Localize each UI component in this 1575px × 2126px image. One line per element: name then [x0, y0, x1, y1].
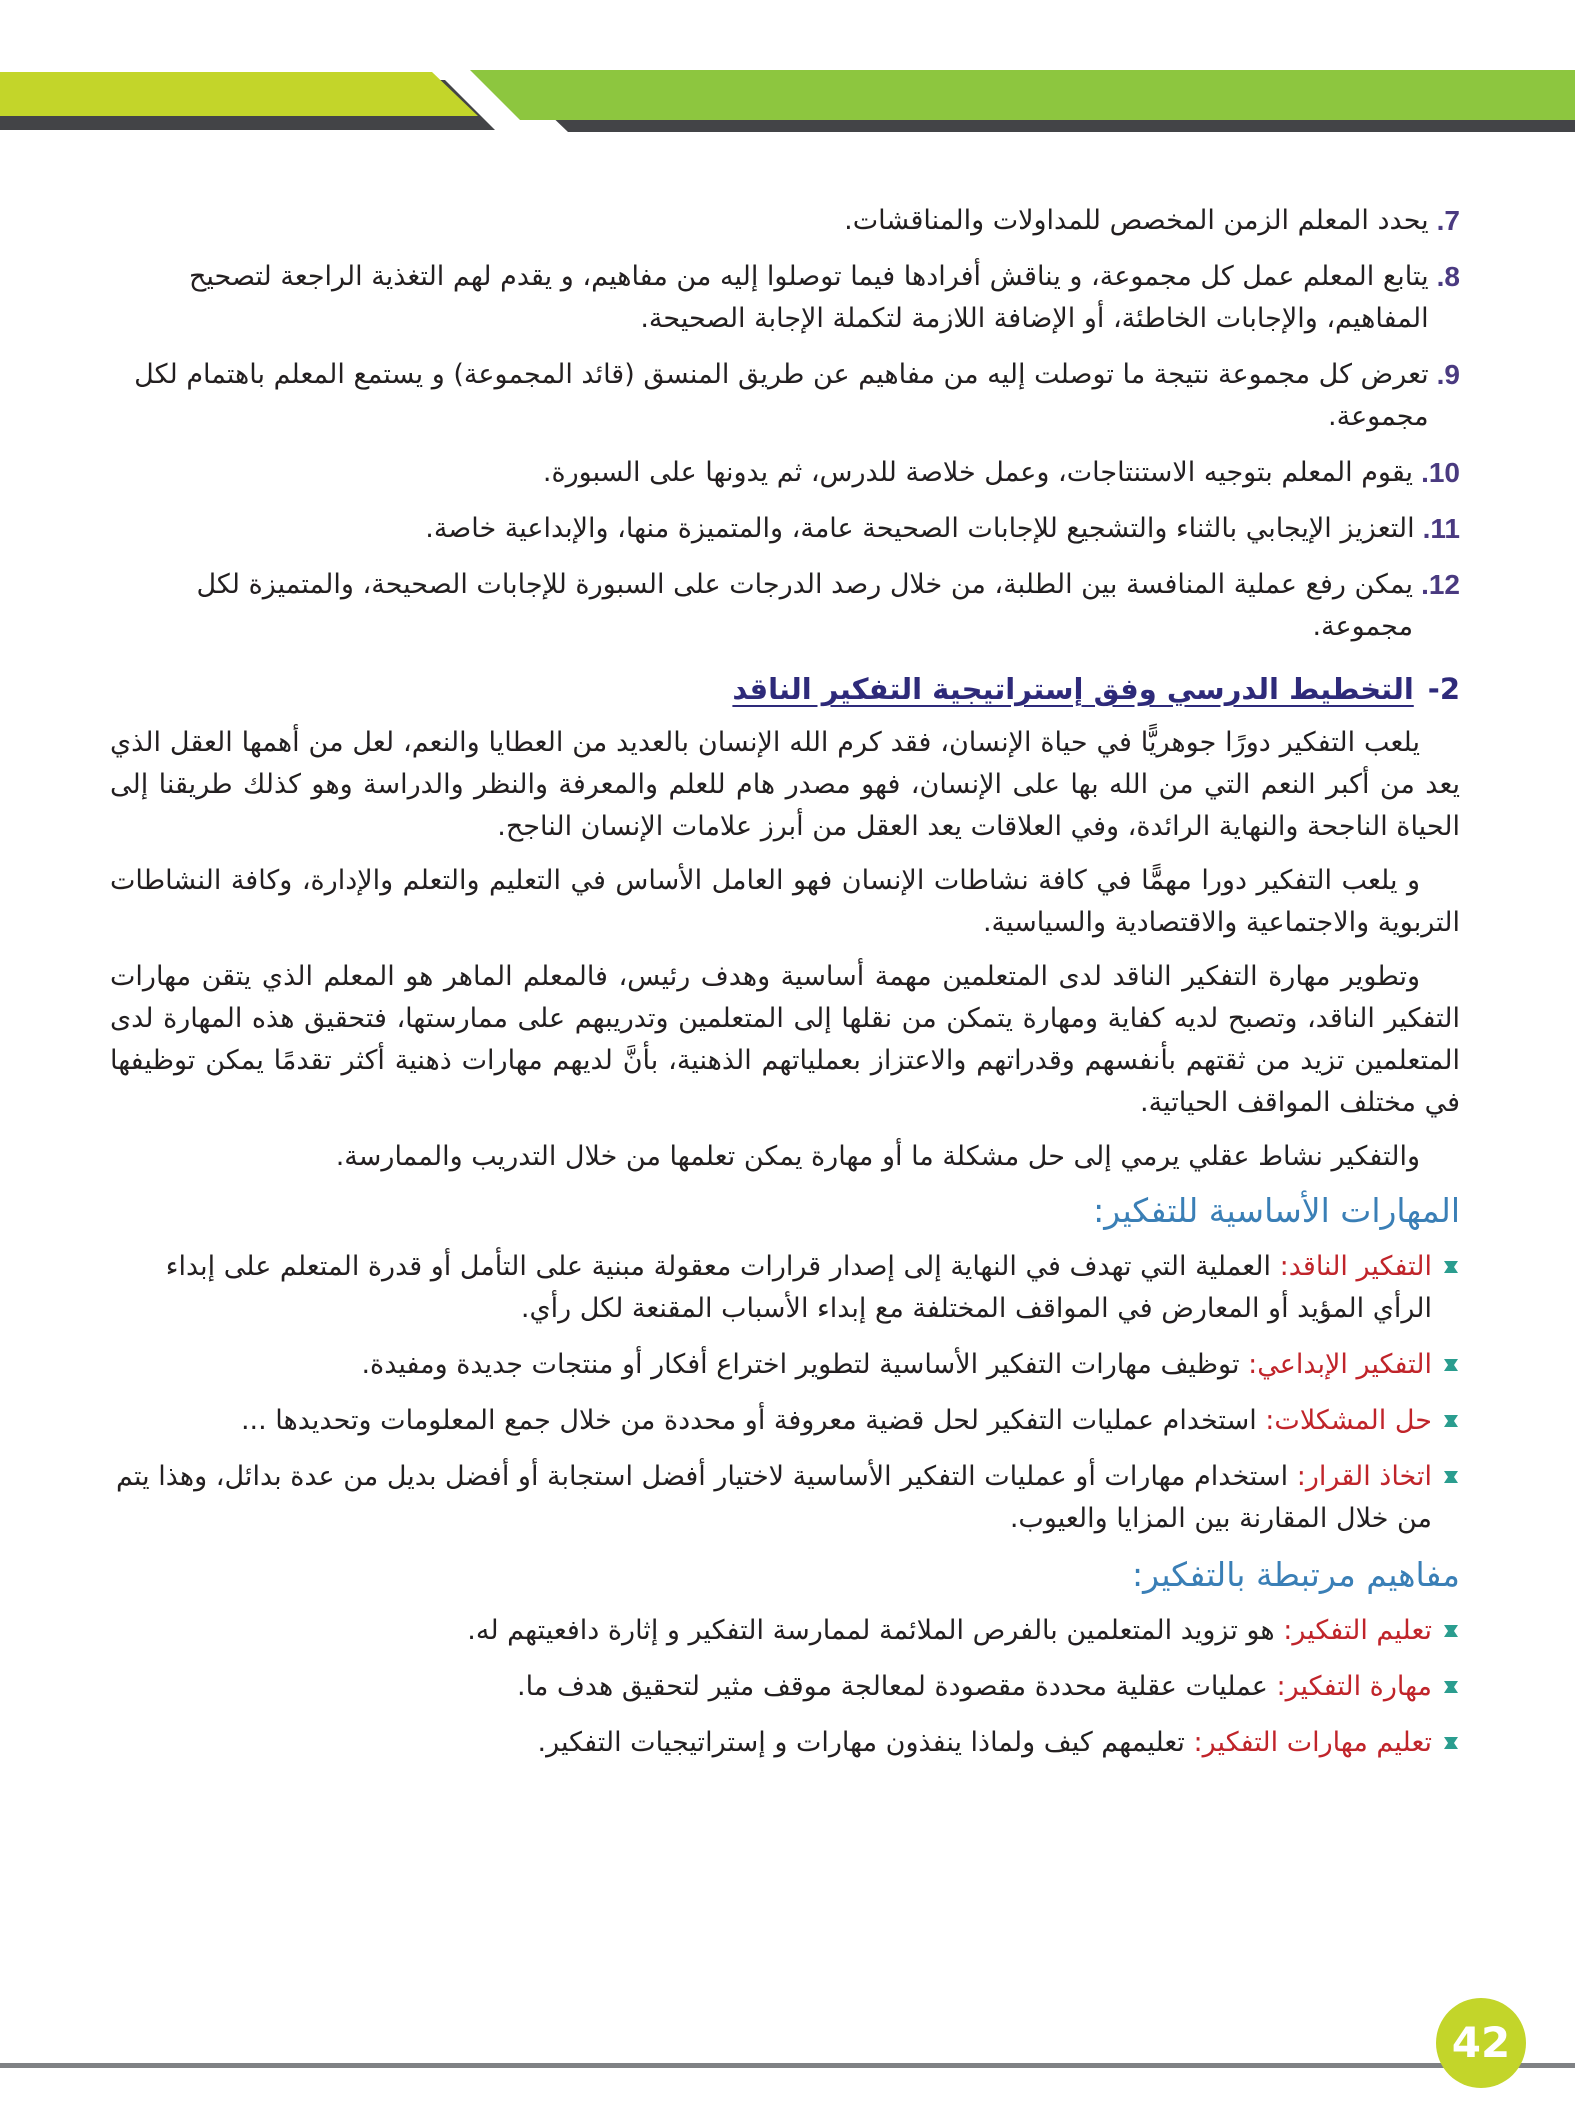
bullet-body [110, 1456, 1432, 1540]
page-content [110, 200, 1460, 1778]
term-definition: توظيف مهارات التفكير الأساسية لتطوير اختراع أفكار أو منتجات جديدة ومفيدة. [361, 1349, 1240, 1380]
basic-skills-heading: المهارات الأساسية للتفكير: [1093, 1191, 1460, 1230]
paragraph: يلعب التفكير دورًا جوهريًّا في حياة الإنسان، فقد كرم الله الإنسان بالعديد من العطايا والنعم، لعل من أهمها العقل الذي يعد من أكبر النعم التي من الله بها على الإنسان، فهو مصدر هام للعلم والمعرفة والنظر والدراسة وهو كذلك طريقنا إلى الحياة الناجحة والنهاية الرائدة، وفي العلاقات يعد العقل من أبرز علامات الإنسان الناجح. [110, 727, 1460, 842]
list-item [110, 354, 1460, 438]
term-separator: : [1279, 1251, 1289, 1282]
bullet-item [110, 1400, 1460, 1442]
section-title: التخطيط الدرسي وفق إستراتيجية التفكير الناقد [732, 672, 1414, 706]
term-separator: : [1248, 1349, 1258, 1380]
concepts-list [110, 1610, 1460, 1764]
item-number: .11 [1422, 513, 1460, 544]
bullet-icon [1442, 1412, 1460, 1430]
term-separator: : [1276, 1671, 1286, 1702]
bullet-item [110, 1722, 1460, 1764]
item-number: .12 [1421, 569, 1460, 600]
bullet-item [110, 1344, 1460, 1386]
item-number: .7 [1436, 205, 1460, 236]
banner-lime-left [0, 72, 478, 116]
term-label: تعليم مهارات التفكير [1202, 1727, 1432, 1758]
bullet-body [110, 1246, 1432, 1330]
banner-green-band [470, 70, 1575, 120]
list-item [110, 508, 1460, 550]
item-text: يقوم المعلم بتوجيه الاستنتاجات، وعمل خلاصة للدرس، ثم يدونها على السبورة. [542, 457, 1414, 488]
bullet-item [110, 1610, 1460, 1652]
numbered-list [110, 200, 1460, 648]
list-item [110, 256, 1460, 340]
item-text: يتابع المعلم عمل كل مجموعة، و يناقش أفرادها فيما توصلوا إليه من مفاهيم، و يقدم لهم التغذية الراجعة لتصحيح المفاهيم، والإجابات الخاطئة، أو الإضافة اللازمة لتكملة الإجابة الصحيحة. [188, 261, 1429, 334]
term-separator: : [1265, 1405, 1275, 1436]
bullet-body [110, 1400, 1432, 1442]
bullet-body [110, 1722, 1432, 1764]
paragraph: وتطوير مهارة التفكير الناقد لدى المتعلمين مهمة أساسية وهدف رئيس، فالمعلم الماهر هو المعلم الذي يتقن مهارات التفكير الناقد، وتصبح لديه كفاية ومهارة يتمكن من نقلها إلى المتعلمين وتدريبهم على ممارستها، فتحقيق هذه المهارة لدى المتعلمين تزيد من ثقتهم بأنفسهم وقدراتهم والاعتزاز بعملياتهم الذهنية، بأنَّ لديهم مهارات ذهنية أكثر تقدمًا يمكن توظيفها في مختلف المواقف الحياتية. [110, 961, 1460, 1118]
bullet-icon [1442, 1734, 1460, 1752]
term-separator: : [1283, 1615, 1293, 1646]
term-label: مهارة التفكير [1285, 1671, 1432, 1702]
item-text: يمكن رفع عملية المنافسة بين الطلبة، من خلال رصد الدرجات على السبورة للإجابات الصحيحة، والمتميزة لكل مجموعة. [196, 569, 1414, 642]
term-separator: : [1296, 1461, 1306, 1492]
item-number: .8 [1436, 261, 1460, 292]
bullet-icon [1442, 1258, 1460, 1276]
bullet-item [110, 1246, 1460, 1330]
page-number-badge: 42 [1436, 1998, 1526, 2088]
paragraph: و يلعب التفكير دورا مهمًّا في كافة نشاطات الإنسان فهو العامل الأساس في التعليم والتعلم والإدارة، وكافة النشاطات التربوية والاجتماعية والاقتصادية والسياسية. [110, 865, 1460, 938]
bullet-icon [1442, 1468, 1460, 1486]
term-label: حل المشكلات [1274, 1405, 1432, 1436]
item-number: .10 [1421, 457, 1460, 488]
paragraph: والتفكير نشاط عقلي يرمي إلى حل مشكلة ما أو مهارة يمكن تعلمها من خلال التدريب والممارسة. [335, 1141, 1420, 1172]
bullet-item [110, 1456, 1460, 1540]
term-definition: عمليات عقلية محددة مقصودة لمعالجة موقف مثير لتحقيق هدف ما. [517, 1671, 1268, 1702]
term-definition: تعليمهم كيف ولماذا ينفذون مهارات و إستراتيجيات التفكير. [537, 1727, 1185, 1758]
bullet-icon [1442, 1356, 1460, 1374]
item-text: التعزيز الإيجابي بالثناء والتشجيع للإجابات الصحيحة عامة، والمتميزة منها، والإبداعية خاصة. [425, 513, 1415, 544]
bullet-body [110, 1666, 1432, 1708]
list-item [110, 200, 1460, 242]
item-number: .9 [1436, 359, 1460, 390]
list-item [110, 452, 1460, 494]
bullet-icon [1442, 1622, 1460, 1640]
basic-skills-list [110, 1246, 1460, 1540]
header-banner [0, 0, 1575, 140]
term-definition: العملية التي تهدف في النهاية إلى إصدار قرارات معقولة مبنية على التأمل أو قدرة المتعلم على إبداء الرأي المؤيد أو المعارض في المواقف المختلفة مع إبداء الأسباب المقنعة لكل رأي. [165, 1251, 1432, 1324]
bullet-body [110, 1610, 1432, 1652]
term-definition: استخدام عمليات التفكير لحل قضية معروفة أو محددة من خلال جمع المعلومات وتحديدها ... [240, 1405, 1257, 1436]
item-text: تعرض كل مجموعة نتيجة ما توصلت إليه من مفاهيم عن طريق المنسق (قائد المجموعة) و يستمع المعلم باهتمام لكل مجموعة. [134, 359, 1429, 432]
item-text: يحدد المعلم الزمن المخصص للمداولات والمناقشات. [844, 205, 1429, 236]
bullet-icon [1442, 1678, 1460, 1696]
term-definition: هو تزويد المتعلمين بالفرص الملائمة لممارسة التفكير و إثارة دافعيتهم له. [467, 1615, 1275, 1646]
term-separator: : [1193, 1727, 1203, 1758]
term-label: اتخاذ القرار [1305, 1461, 1432, 1492]
bullet-item [110, 1666, 1460, 1708]
section-heading [110, 668, 1460, 710]
bullet-body [110, 1344, 1432, 1386]
term-label: التفكير الإبداعي [1257, 1349, 1432, 1380]
section-number: -2 [1427, 672, 1460, 706]
term-definition: استخدام مهارات أو عمليات التفكير الأساسية لاختيار أفضل استجابة أو أفضل بديل من عدة بدائل، وهذا يتم من خلال المقارنة بين المزايا والعيوب. [116, 1461, 1432, 1534]
footer-line [0, 2063, 1575, 2068]
term-label: التفكير الناقد [1288, 1251, 1432, 1282]
term-label: تعليم التفكير [1292, 1615, 1432, 1646]
list-item [110, 564, 1460, 648]
concepts-heading: مفاهيم مرتبطة بالتفكير: [1132, 1555, 1460, 1594]
